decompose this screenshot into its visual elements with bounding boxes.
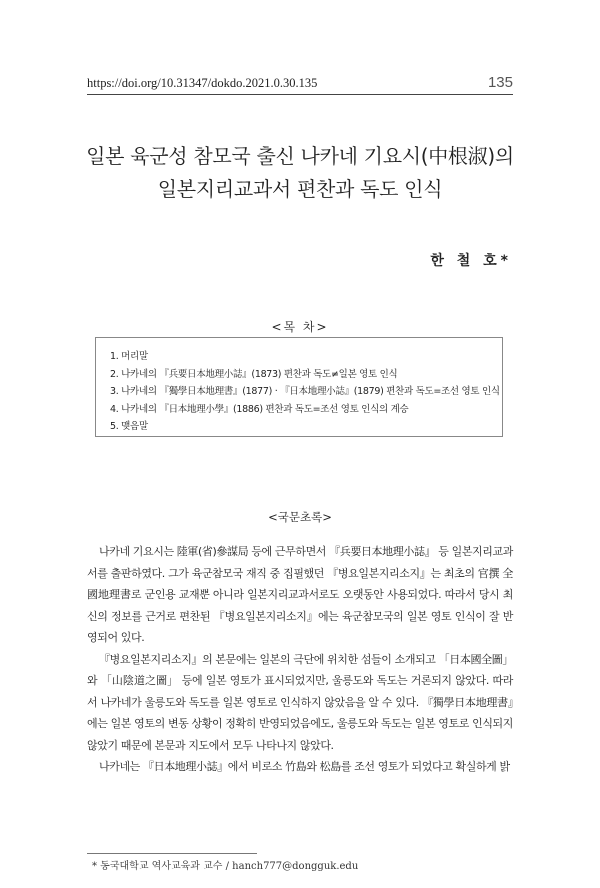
author-name: 한 철 호* (430, 253, 512, 269)
page-number: 135 (487, 74, 513, 91)
toc-item: 1. 머리말 (110, 351, 148, 362)
abstract-heading: <국문초록> (268, 510, 332, 524)
abstract-paragraph: 나카네 기요시는 陸軍(省)參謀局 등에 근무하면서 『兵要日本地理小誌』 등 일본지리교과서를 출판하였다. 그가 육군참모국 재직 중 집필했던 『병요일본지리소지』는 최초의 官撰 全國地理書로 군인용 교재뿐 아니라 일본지리교과서로도 오랫동안 사용되었다. 따라서 당시 최신의 정보를 근거로 편찬된 『병요일본지리소지』에는 육군참모국의 일본 영토 인식이 잘 반영되어 있다. (87, 545, 513, 644)
footnote-divider (87, 853, 257, 854)
toc-item: 2. 나카네의 『兵要日本地理小誌』(1873) 편찬과 독도≠일본 영토 인식 (110, 368, 398, 380)
toc-item: 4. 나카네의 『日本地理小學』(1886) 편찬과 독도=조선 영토 인식의 계승 (110, 403, 409, 415)
running-header (87, 74, 513, 95)
abstract-paragraph: 나카네는 『日本地理小誌』에서 비로소 竹島와 松島를 조선 영토가 되었다고 확실하게 밝 (99, 760, 510, 773)
table-of-contents (95, 337, 503, 437)
toc-item: 5. 맺음말 (110, 421, 148, 432)
title-line-2: 일본지리교과서 편찬과 독도 인식 (157, 177, 443, 201)
abstract-body (87, 541, 513, 778)
toc-item: 3. 나카네의 『獨學日本地理書』(1877) · 『日本地理小誌』(1879) 편찬과 독도=조선 영토 인식 (110, 386, 500, 397)
paper-title (60, 140, 540, 206)
abstract-paragraph: 『병요일본지리소지』의 본문에는 일본의 극단에 위치한 섬들이 소개되고 「日本國全圖」와 「山陰道之圖」 등에 일본 영토가 표시되었지만, 울릉도와 독도는 거론되지 않았다. 따라서 나카네가 울릉도와 독도를 일본 영토로 인식하지 않았음을 알 수 있다. 『獨學日本地理書』에는 일본 영토의 변동 상황이 정확히 반영되었음에도, 울릉도와 독도는 일본 영토로 인식되지 않았기 때문에 본문과 지도에서 모두 나타나지 않았다. (87, 652, 513, 752)
toc-heading: <목 차> (271, 320, 329, 334)
title-line-1: 일본 육군성 참모국 출신 나카네 기요시(中根淑)의 (86, 144, 514, 168)
footnote: * 동국대학교 역사교육과 교수 / hanch777@dongguk.edu (92, 861, 359, 872)
doi-link[interactable]: https://doi.org/10.31347/dokdo.2021.0.30.135 (87, 76, 318, 90)
